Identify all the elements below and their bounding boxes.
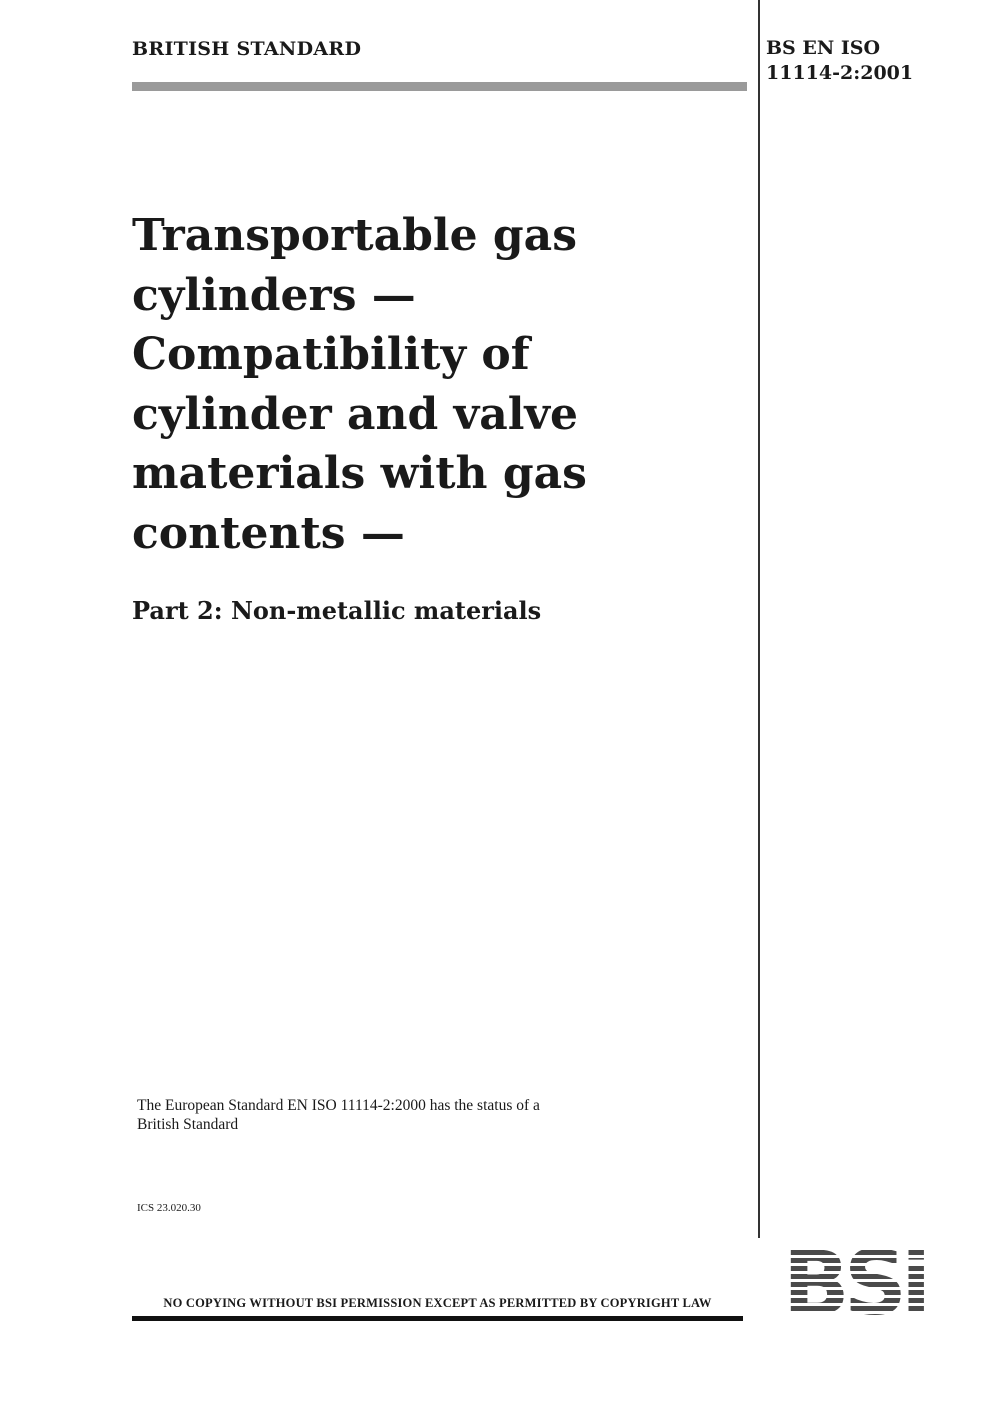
document-type-label: BRITISH STANDARD <box>132 38 362 60</box>
footer-rule <box>132 1316 743 1321</box>
standard-number-line1: BS EN ISO <box>766 37 881 59</box>
standard-number-line2: 11114-2:2001 <box>766 62 914 84</box>
title-line: Compatibility of <box>132 329 530 380</box>
copyright-notice: NO COPYING WITHOUT BSI PERMISSION EXCEPT AS PERMITTED BY COPYRIGHT LAW <box>163 1296 712 1310</box>
bsi-logo <box>766 1242 942 1322</box>
vertical-divider <box>758 0 760 1238</box>
title-line: contents — <box>132 507 405 559</box>
title-line: cylinder and valve <box>132 388 578 440</box>
bsi-logo-text: BSi <box>782 1242 926 1322</box>
document-subtitle: Part 2: Non-metallic materials <box>132 596 542 625</box>
status-statement <box>137 1096 607 1134</box>
ics-code: ICS 23.020.30 <box>137 1202 201 1214</box>
document-title <box>132 206 732 563</box>
title-line: Transportable gas <box>132 210 577 261</box>
title-line: cylinders — <box>132 269 416 321</box>
status-line: The European Standard EN ISO 11114-2:2000 has the status of a <box>137 1097 540 1114</box>
title-line: materials with gas <box>132 448 587 499</box>
header-rule <box>132 82 747 91</box>
status-line: British Standard <box>137 1116 239 1133</box>
standard-number <box>766 36 913 86</box>
